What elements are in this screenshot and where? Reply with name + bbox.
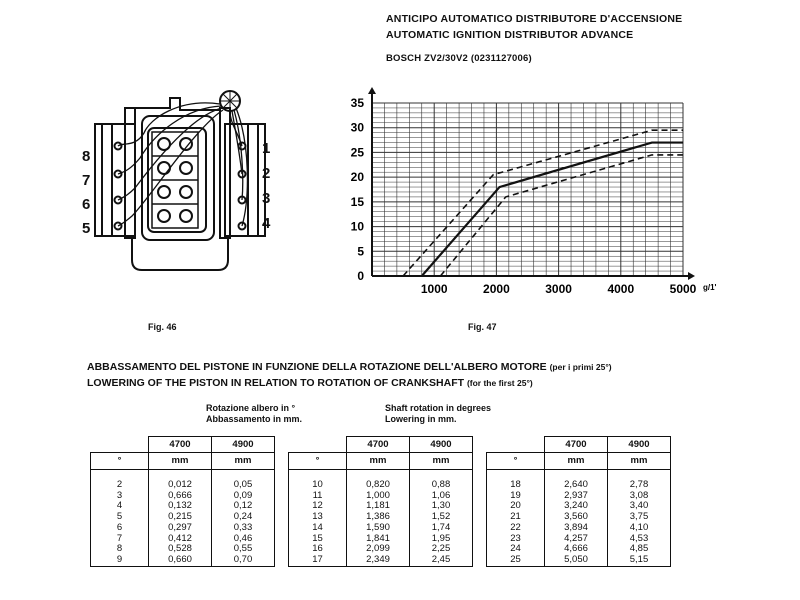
legend-italian [206, 403, 302, 425]
lowering-4900: 3,40 [608, 501, 671, 512]
lowering-4900: 0,12 [212, 501, 275, 512]
x-tick-label: 2000 [483, 282, 510, 296]
lowering-4900: 2,78 [608, 480, 671, 491]
lowering-4700: 2,640 [545, 480, 608, 491]
y-tick-label: 25 [350, 145, 364, 160]
unit-mm: mm [149, 453, 212, 470]
y-tick-label: 0 [357, 269, 364, 283]
table-header-blank [289, 437, 347, 453]
rotation-degrees: 22 [487, 523, 545, 534]
lowering-4900: 0,70 [212, 555, 275, 566]
y-tick-label: 15 [350, 194, 364, 209]
table-row [91, 555, 275, 566]
rotation-degrees: 13 [289, 512, 347, 523]
rotation-degrees: 23 [487, 534, 545, 545]
legend-english [385, 403, 491, 425]
cylinder-number: 5 [82, 220, 91, 237]
lowering-4700: 0,660 [149, 555, 212, 566]
lowering-4900: 0,05 [212, 480, 275, 491]
cylinder-numbers-right [262, 136, 270, 236]
lowering-4900: 1,95 [410, 534, 473, 545]
cylinder-number: 1 [262, 140, 271, 157]
rotation-degrees: 16 [289, 544, 347, 555]
cylinder-number: 4 [262, 215, 271, 232]
lowering-4700: 0,820 [347, 480, 410, 491]
lowering-4700: 1,841 [347, 534, 410, 545]
cylinder-number: 6 [82, 196, 91, 213]
table-header-blank [91, 437, 149, 453]
advance-chart [330, 80, 717, 305]
chart-grid [372, 103, 683, 276]
rotation-degrees: 25 [487, 555, 545, 566]
unit-mm: mm [410, 453, 473, 470]
y-tick-label: 5 [357, 244, 364, 259]
section-title-italian-text: ABBASSAMENTO DEL PISTONE IN FUNZIONE DELLA ROTAZIONE DELL'ALBERO MOTORE [87, 361, 547, 373]
lowering-4900: 3,75 [608, 512, 671, 523]
x-axis-unit: g/1' [703, 283, 717, 292]
lowering-4900: 1,06 [410, 491, 473, 502]
lowering-4700: 2,937 [545, 491, 608, 502]
section-title-italian [87, 361, 612, 373]
table-row [289, 523, 473, 534]
cylinder-number: 8 [82, 148, 91, 165]
piston-lowering-table-1 [90, 436, 275, 567]
cylinder-numbers-left [82, 145, 90, 241]
distributor-model: BOSCH ZV2/30V2 (0231127006) [386, 53, 532, 64]
lowering-4700: 3,894 [545, 523, 608, 534]
doc-title-english: AUTOMATIC IGNITION DISTRIBUTOR ADVANCE [386, 29, 634, 41]
rotation-degrees: 10 [289, 480, 347, 491]
unit-degrees: ° [91, 453, 149, 470]
engine-diagram [80, 88, 280, 278]
rotation-degrees: 4 [91, 501, 149, 512]
column-header-4700: 4700 [545, 437, 608, 453]
lowering-4700: 2,349 [347, 555, 410, 566]
lowering-4900: 0,09 [212, 491, 275, 502]
rotation-degrees: 15 [289, 534, 347, 545]
lowering-4700: 1,386 [347, 512, 410, 523]
lowering-4900: 5,15 [608, 555, 671, 566]
rotation-degrees: 19 [487, 491, 545, 502]
lowering-4700: 0,666 [149, 491, 212, 502]
rotation-degrees: 8 [91, 544, 149, 555]
y-tick-label: 35 [350, 96, 364, 110]
rotation-degrees: 14 [289, 523, 347, 534]
cylinder-number: 7 [82, 172, 91, 189]
rotation-degrees: 3 [91, 491, 149, 502]
rotation-degrees: 6 [91, 523, 149, 534]
rotation-degrees: 9 [91, 555, 149, 566]
lowering-4900: 0,46 [212, 534, 275, 545]
x-axis-arrow [688, 272, 695, 280]
lowering-4700: 1,181 [347, 501, 410, 512]
legend-english-lowering: Lowering in mm. [385, 414, 457, 424]
legend-italian-lowering: Abbassamento in mm. [206, 414, 303, 424]
column-header-4700: 4700 [347, 437, 410, 453]
column-header-4900: 4900 [608, 437, 671, 453]
section-title-italian-note: (per i primi 25°) [549, 362, 612, 372]
y-tick-label: 10 [350, 219, 364, 234]
doc-title-italian: ANTICIPO AUTOMATICO DISTRIBUTORE D'ACCENSIONE [386, 13, 683, 25]
x-tick-label: 5000 [669, 282, 697, 296]
lowering-4900: 4,10 [608, 523, 671, 534]
x-tick-label: 4000 [607, 282, 635, 296]
lowering-4700: 1,590 [347, 523, 410, 534]
cylinder-number: 2 [262, 165, 271, 182]
lowering-4900: 1,30 [410, 501, 473, 512]
lowering-4700: 0,215 [149, 512, 212, 523]
table-header-blank [487, 437, 545, 453]
piston-lowering-table-3 [486, 436, 671, 567]
lowering-4900: 0,55 [212, 544, 275, 555]
column-header-4700: 4700 [149, 437, 212, 453]
lowering-4700: 4,666 [545, 544, 608, 555]
rotation-degrees: 21 [487, 512, 545, 523]
rotation-degrees: 7 [91, 534, 149, 545]
section-title-english [87, 377, 533, 389]
y-tick-label: 30 [350, 120, 364, 135]
table-row [487, 523, 671, 534]
lowering-4700: 0,528 [149, 544, 212, 555]
unit-mm: mm [212, 453, 275, 470]
lowering-4700: 0,132 [149, 501, 212, 512]
column-header-4900: 4900 [410, 437, 473, 453]
legend-italian-rotation: Rotazione albero in ° [206, 403, 296, 413]
section-title-english-text: LOWERING OF THE PISTON IN RELATION TO ROTATION OF CRANKSHAFT [87, 377, 465, 389]
unit-mm: mm [347, 453, 410, 470]
lowering-4700: 0,012 [149, 480, 212, 491]
piston-lowering-table-2 [288, 436, 473, 567]
cylinder-number: 3 [262, 190, 271, 207]
fig47-caption: Fig. 47 [468, 322, 497, 332]
unit-degrees: ° [487, 453, 545, 470]
rotation-degrees: 2 [91, 480, 149, 491]
x-tick-label: 1000 [420, 282, 448, 296]
column-header-4900: 4900 [212, 437, 275, 453]
lowering-4900: 4,85 [608, 544, 671, 555]
lowering-4700: 3,560 [545, 512, 608, 523]
rotation-degrees: 20 [487, 501, 545, 512]
lowering-4700: 5,050 [545, 555, 608, 566]
lowering-4700: 1,000 [347, 491, 410, 502]
fig46-caption: Fig. 46 [148, 322, 177, 332]
section-title-english-note: (for the first 25°) [466, 378, 533, 388]
lowering-4900: 0,24 [212, 512, 275, 523]
lowering-4900: 2,25 [410, 544, 473, 555]
lowering-4700: 4,257 [545, 534, 608, 545]
table-row [487, 555, 671, 566]
rotation-degrees: 17 [289, 555, 347, 566]
lowering-4900: 3,08 [608, 491, 671, 502]
rotation-degrees: 24 [487, 544, 545, 555]
unit-degrees: ° [289, 453, 347, 470]
table-row [91, 523, 275, 534]
rotation-degrees: 11 [289, 491, 347, 502]
series-line-dashed-2 [440, 155, 683, 276]
lowering-4900: 0,33 [212, 523, 275, 534]
unit-mm: mm [608, 453, 671, 470]
lowering-4900: 0,88 [410, 480, 473, 491]
y-tick-label: 20 [350, 170, 364, 185]
rotation-degrees: 18 [487, 480, 545, 491]
lowering-4900: 4,53 [608, 534, 671, 545]
lowering-4900: 2,45 [410, 555, 473, 566]
lowering-4700: 0,297 [149, 523, 212, 534]
legend-english-rotation: Shaft rotation in degrees [385, 403, 492, 413]
lowering-4900: 1,74 [410, 523, 473, 534]
table-row [289, 555, 473, 566]
y-axis-arrow [368, 87, 376, 94]
lowering-4700: 3,240 [545, 501, 608, 512]
lowering-4700: 0,412 [149, 534, 212, 545]
unit-mm: mm [545, 453, 608, 470]
lowering-4900: 1,52 [410, 512, 473, 523]
rotation-degrees: 12 [289, 501, 347, 512]
lowering-4700: 2,099 [347, 544, 410, 555]
x-tick-label: 3000 [545, 282, 572, 296]
rotation-degrees: 5 [91, 512, 149, 523]
